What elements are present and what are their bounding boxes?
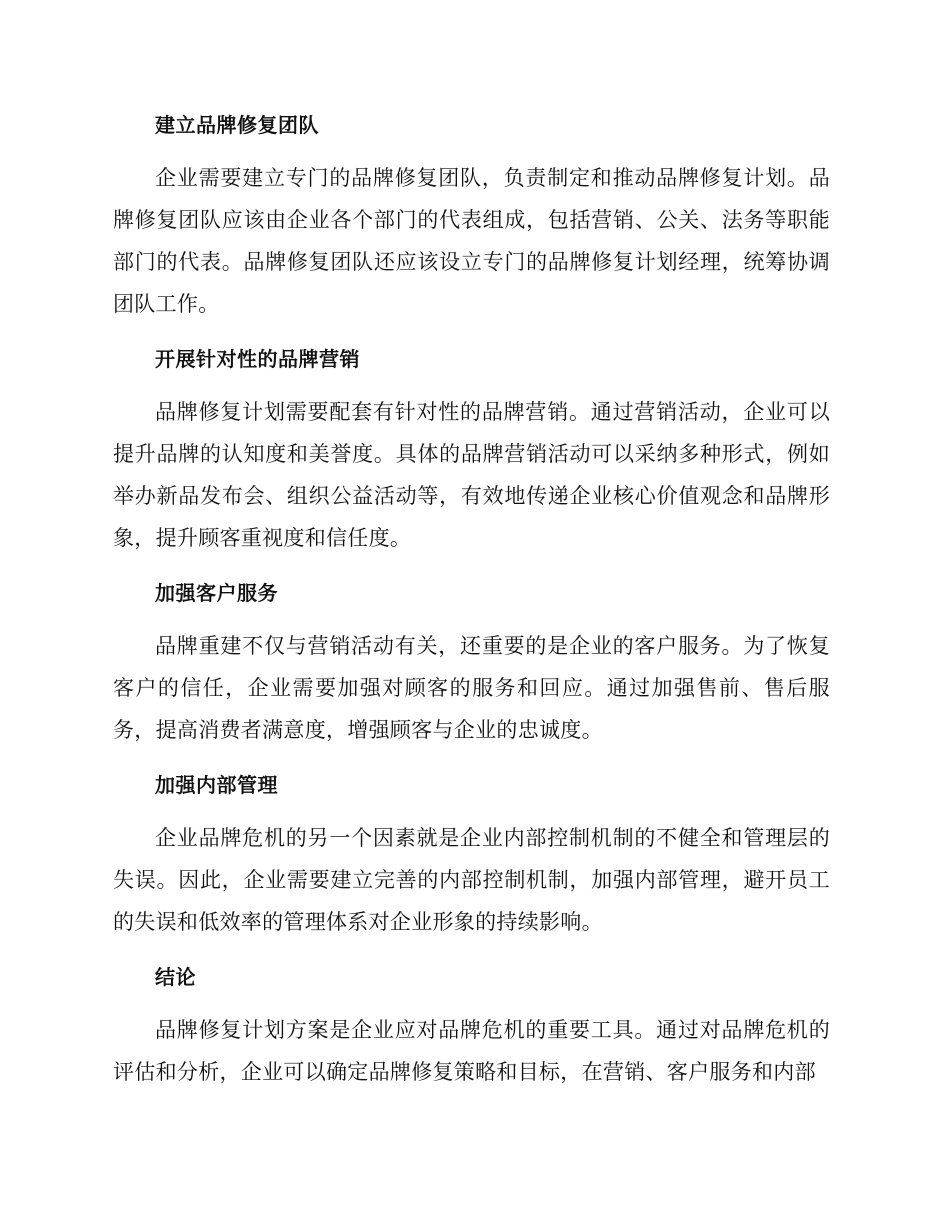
- section-paragraph: 品牌修复计划方案是企业应对品牌危机的重要工具。通过对品牌危机的评估和分析，企业可以确定品牌修复策略和目标，在营销、客户服务和内部: [113, 1018, 830, 1084]
- section-heading: 开展针对性的品牌营销: [155, 347, 360, 371]
- section-team: [113, 107, 830, 325]
- section-customer-service: [113, 575, 830, 751]
- section-conclusion: [113, 959, 830, 1093]
- section-heading: 建立品牌修复团队: [155, 113, 319, 137]
- section-internal-management: [113, 767, 830, 943]
- section-paragraph: 品牌重建不仅与营销活动有关，还重要的是企业的客户服务。为了恢复客户的信任，企业需要加强对顾客的服务和回应。通过加强售前、售后服务，提高消费者满意度，增强顾客与企业的忠诚度。: [113, 634, 830, 742]
- section-heading: 结论: [155, 965, 196, 989]
- section-paragraph: 企业需要建立专门的品牌修复团队，负责制定和推动品牌修复计划。品牌修复团队应该由企业各个部门的代表组成，包括营销、公关、法务等职能部门的代表。品牌修复团队还应该设立专门的品牌修复计划经理，统筹协调团队工作。: [113, 166, 830, 316]
- section-heading: 加强客户服务: [155, 581, 278, 605]
- section-marketing: [113, 341, 830, 559]
- section-paragraph: 企业品牌危机的另一个因素就是企业内部控制机制的不健全和管理层的失误。因此，企业需要建立完善的内部控制机制，加强内部管理，避开员工的失误和低效率的管理体系对企业形象的持续影响。: [113, 826, 830, 934]
- section-paragraph: 品牌修复计划需要配套有针对性的品牌营销。通过营销活动，企业可以提升品牌的认知度和美誉度。具体的品牌营销活动可以采纳多种形式，例如举办新品发布会、组织公益活动等，有效地传递企业核心价值观念和品牌形象，提升顾客重视度和信任度。: [113, 400, 830, 550]
- section-heading: 加强内部管理: [155, 773, 278, 797]
- document-body: [113, 107, 830, 1109]
